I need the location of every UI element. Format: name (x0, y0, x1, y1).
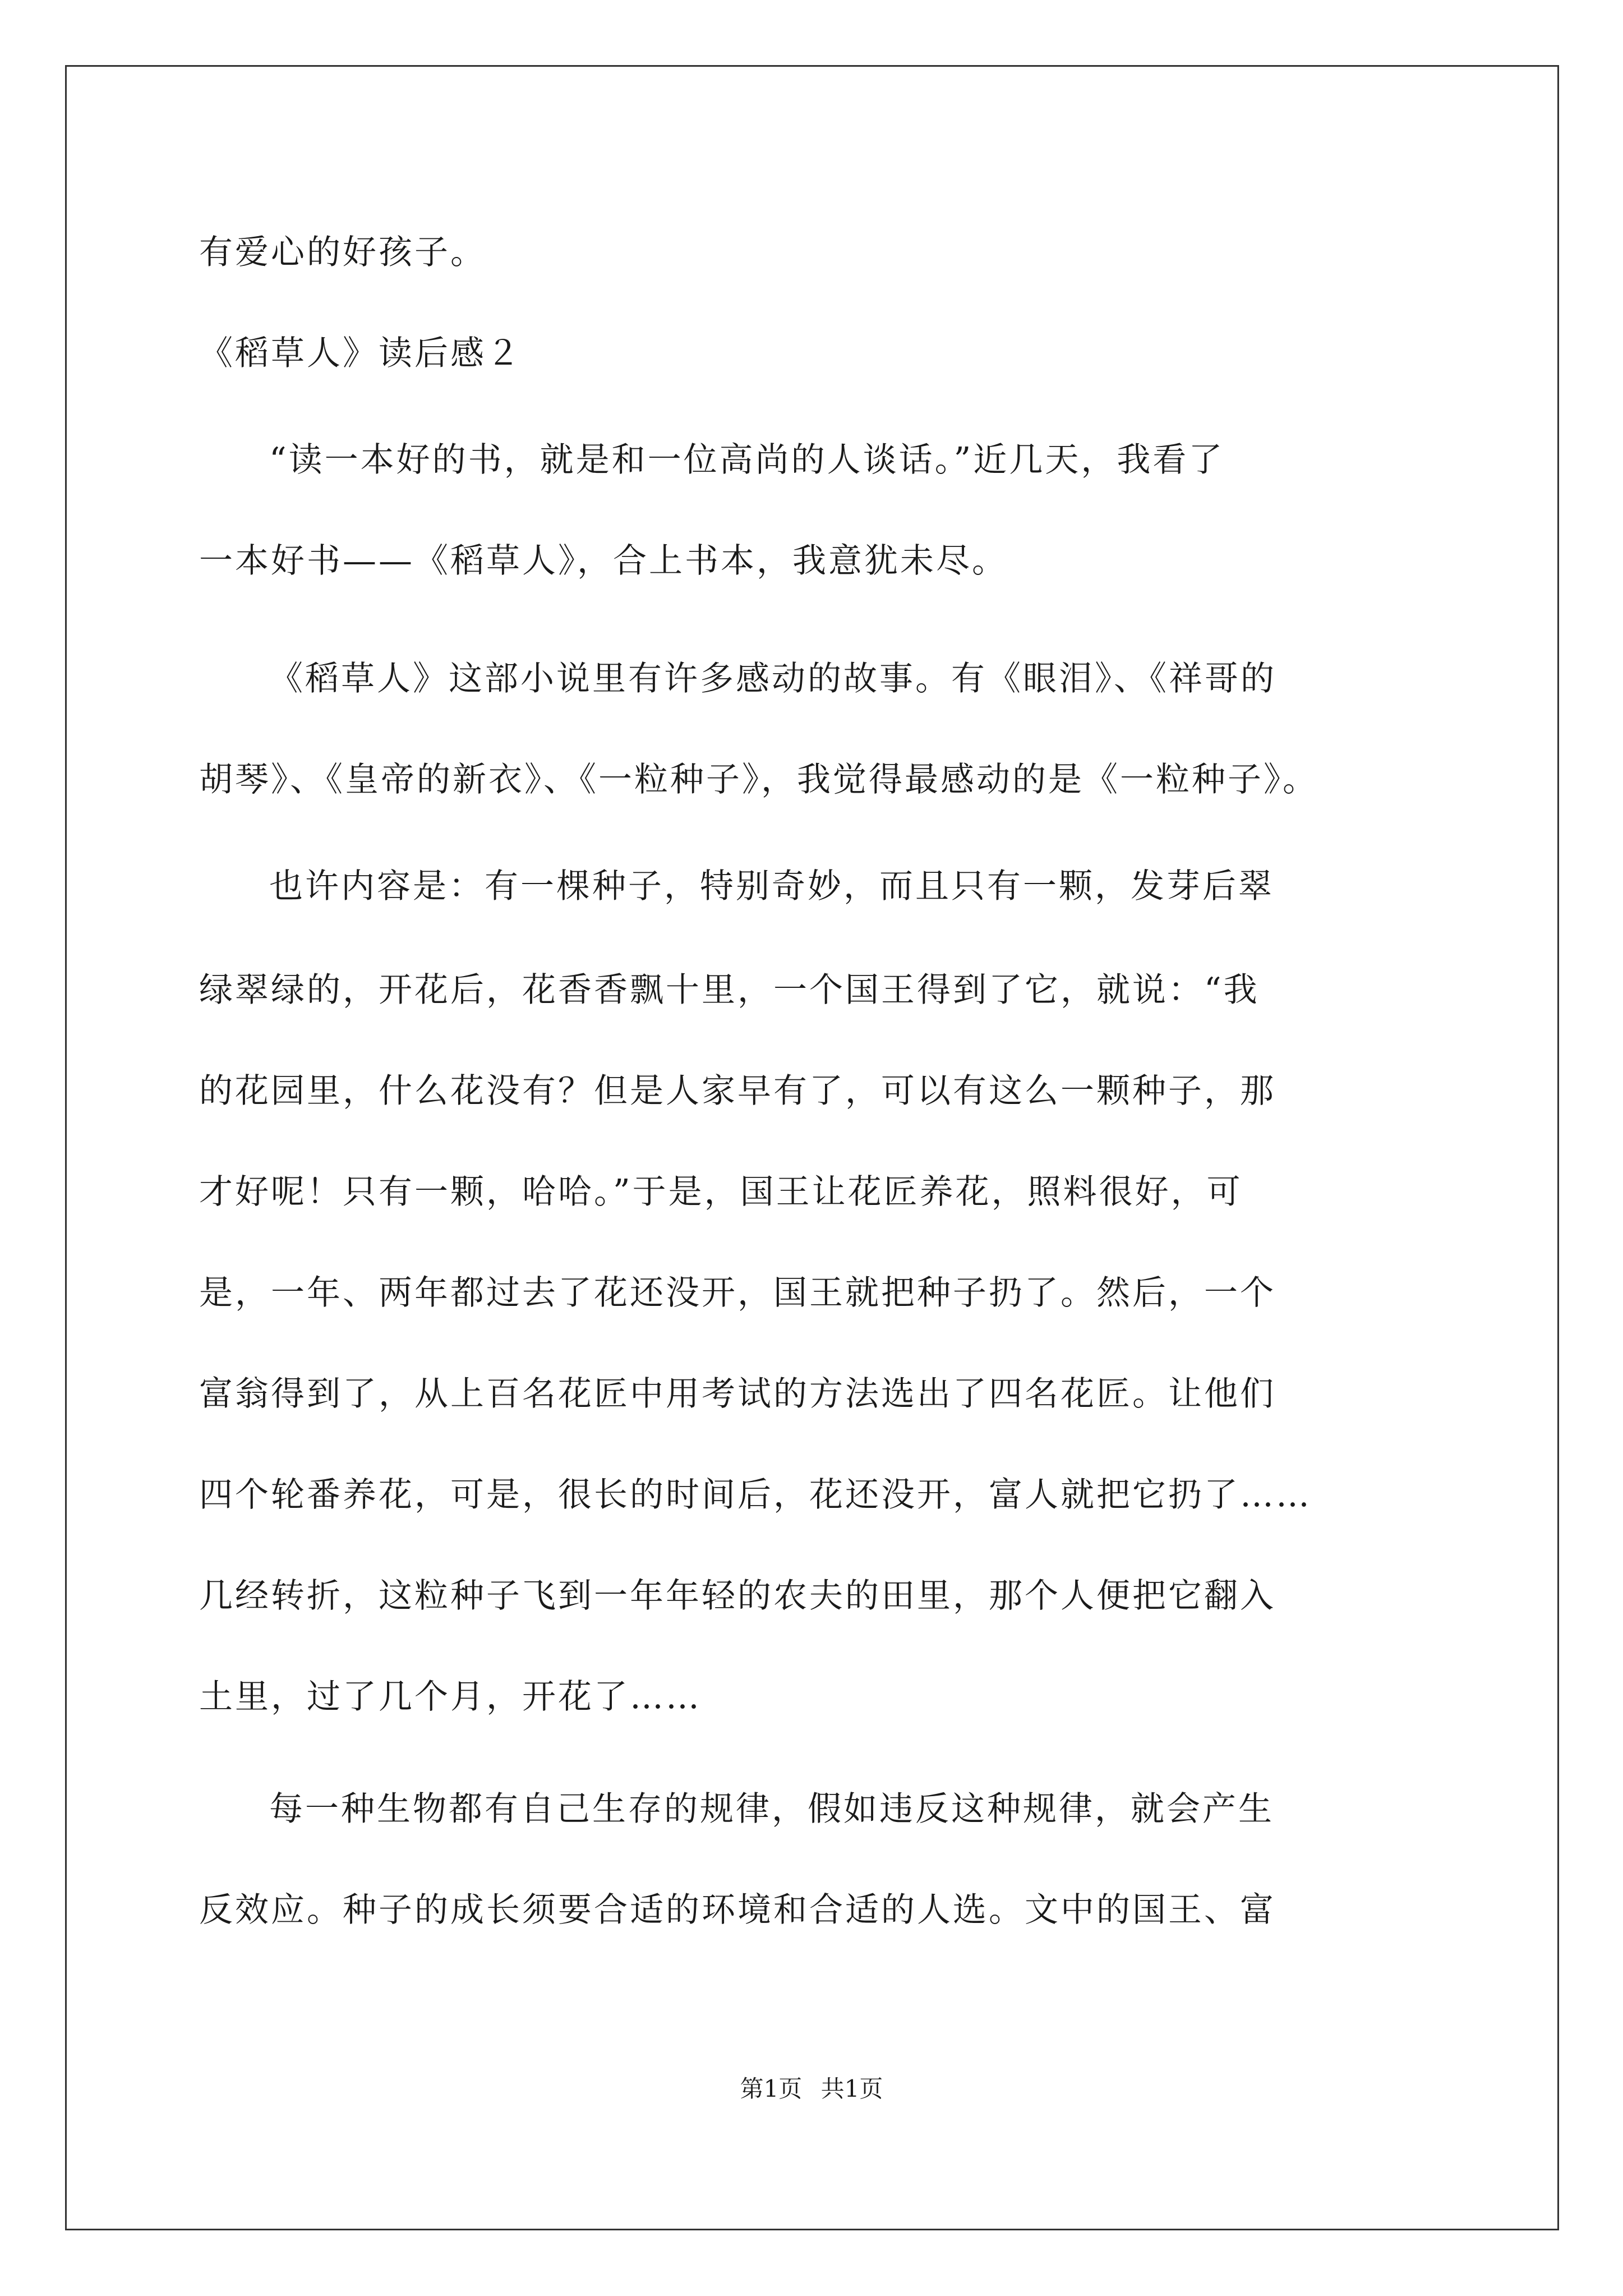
paragraph-line: 才好呢！只有一颗，哈哈。”于是，国王让花匠养花，照料很好，可 (199, 1172, 1243, 1212)
paragraph-line: 《稻草人》这部小说里有许多感动的故事。有《眼泪》、《祥哥的 (269, 659, 1276, 698)
paragraph-line: 绿翠绿的，开花后，花香香飘十里，一个国王得到了它，就说：“我 (199, 970, 1260, 1010)
paragraph-line: “读一本好的书，就是和一位高尚的人谈话。”近几天，我看了 (269, 440, 1225, 480)
paragraph-line: 的花园里，什么花没有？但是人家早有了，可以有这么一颗种子，那 (199, 1071, 1276, 1111)
page-number: 第1页 (740, 2075, 803, 2102)
page-footer (0, 2072, 1623, 2106)
paragraph-line: 一本好书——《稻草人》，合上书本，我意犹未尽。 (199, 541, 1008, 581)
page-total: 共1页 (820, 2075, 883, 2102)
paragraph-line: 富翁得到了，从上百名花匠中用考试的方法选出了四名花匠。让他们 (199, 1374, 1276, 1414)
paragraph-line: 土里，过了几个月，开花了…… (199, 1677, 702, 1717)
paragraph-line: 四个轮番养花，可是，很长的时间后，花还没开，富人就把它扔了…… (199, 1475, 1312, 1515)
paragraph-line: 是，一年、两年都过去了花还没开，国王就把种子扔了。然后，一个 (199, 1273, 1276, 1313)
paragraph-line: 也许内容是：有一棵种子，特别奇妙，而且只有一颗，发芽后翠 (269, 867, 1274, 906)
paragraph-line: 反效应。种子的成长须要合适的环境和合适的人选。文中的国王、富 (199, 1890, 1276, 1930)
paragraph-line: 几经转折，这粒种子飞到一年年轻的农夫的田里，那个人便把它翻入 (199, 1576, 1276, 1616)
paragraph-line: 胡琴》、《皇帝的新衣》、《一粒种子》，我觉得最感动的是《一粒种子》。 (199, 760, 1318, 799)
section-heading: 《稻草人》读后感２ (199, 334, 522, 373)
paragraph-line: 每一种生物都有自己生存的规律，假如违反这种规律，就会产生 (269, 1789, 1274, 1829)
paragraph-line: 有爱心的好孩子。 (199, 233, 486, 272)
